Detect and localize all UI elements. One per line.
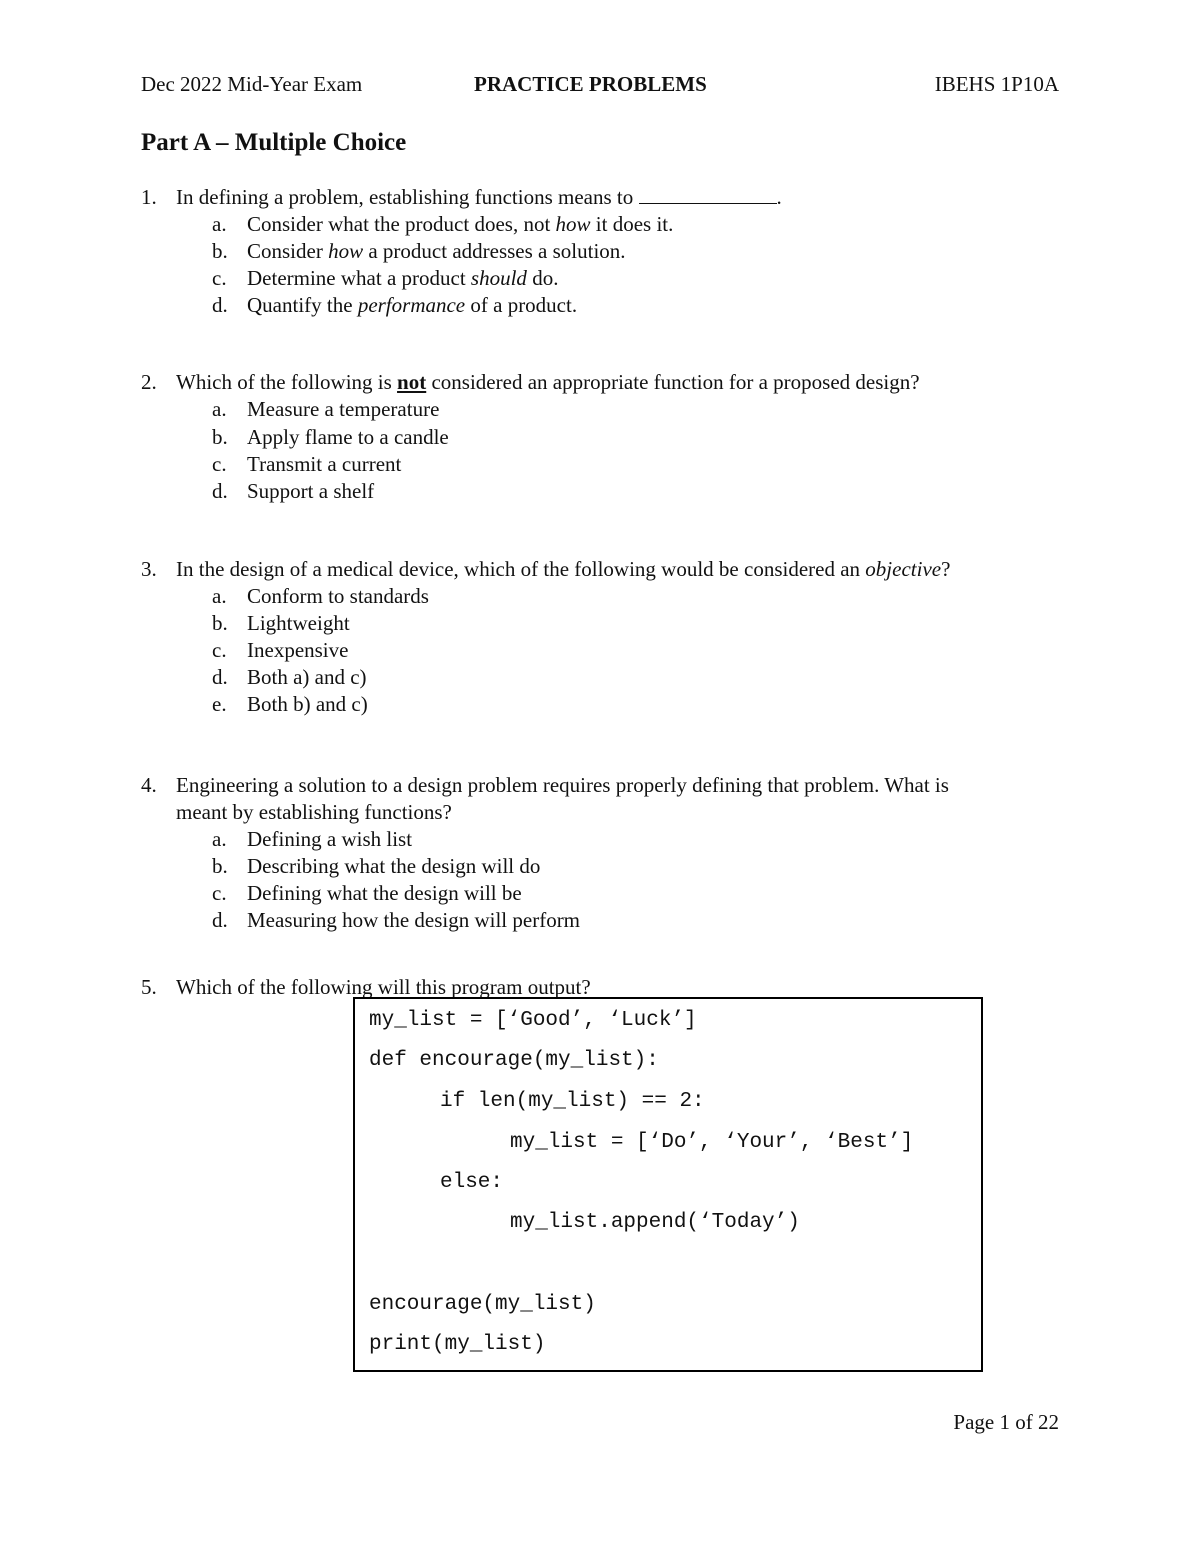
question-3-option-c: Inexpensive (247, 638, 349, 662)
code-box (353, 997, 983, 1372)
question-1-option-b-letter: b. (212, 239, 228, 263)
question-4-option-c: Defining what the design will be (247, 881, 522, 905)
question-4-text-line1: Engineering a solution to a design problem requires properly defining that problem. What is (176, 773, 949, 797)
question-4-text-line2: meant by establishing functions? (176, 800, 452, 824)
header-course-code: IBEHS 1P10A (934, 72, 1059, 96)
header-course-exam: Dec 2022 Mid-Year Exam (141, 72, 363, 96)
question-4-option-d: Measuring how the design will perform (247, 908, 581, 932)
question-1-number: 1. (141, 185, 157, 209)
question-4-option-a: Defining a wish list (247, 827, 413, 851)
question-1-option-c: Determine what a product should do. (247, 266, 559, 290)
answer-blank (639, 185, 777, 204)
question-4-option-c-letter: c. (212, 881, 227, 905)
question-3-option-a-letter: a. (212, 584, 227, 608)
code-line-1: my_list = [‘Good’, ‘Luck’] (369, 1009, 697, 1032)
question-4-option-b: Describing what the design will do (247, 854, 541, 878)
question-3-number: 3. (141, 557, 157, 581)
question-4-option-a-letter: a. (212, 827, 227, 851)
question-2-option-a: Measure a temperature (247, 397, 440, 421)
section-title: Part A – Multiple Choice (141, 129, 407, 156)
question-4-option-b-letter: b. (212, 854, 228, 878)
question-1-option-a-letter: a. (212, 212, 227, 236)
question-1-text: In defining a problem, establishing functions means to . (176, 185, 782, 209)
question-2-option-c: Transmit a current (247, 452, 402, 476)
question-4-option-d-letter: d. (212, 908, 228, 932)
page-number: Page 1 of 22 (953, 1410, 1059, 1434)
question-1-option-d-letter: d. (212, 293, 228, 317)
code-line-6: my_list.append(‘Today’) (510, 1211, 800, 1234)
question-2-text: Which of the following is not considered an appropriate function for a proposed design? (176, 370, 920, 394)
question-3-option-e-letter: e. (212, 692, 227, 716)
code-line-3: if len(my_list) == 2: (440, 1090, 705, 1113)
code-line-5: else: (440, 1171, 504, 1194)
question-1-option-a: Consider what the product does, not how it does it. (247, 212, 674, 236)
code-line-7: encourage(my_list) (369, 1293, 596, 1316)
question-3-option-b: Lightweight (247, 611, 350, 635)
question-2-option-d: Support a shelf (247, 479, 375, 503)
question-3-text: In the design of a medical device, which of the following would be considered an objective? (176, 557, 951, 581)
question-3-option-e: Both b) and c) (247, 692, 368, 716)
code-line-2: def encourage(my_list): (369, 1049, 659, 1072)
question-4-number: 4. (141, 773, 157, 797)
code-line-4: my_list = [‘Do’, ‘Your’, ‘Best’] (510, 1131, 914, 1154)
question-5-text: Which of the following will this program output? (176, 975, 591, 999)
question-2-option-a-letter: a. (212, 397, 227, 421)
question-1-option-b: Consider how a product addresses a solution. (247, 239, 626, 263)
question-3-option-d-letter: d. (212, 665, 228, 689)
question-2-option-b-letter: b. (212, 425, 228, 449)
question-2-option-d-letter: d. (212, 479, 228, 503)
question-3-option-c-letter: c. (212, 638, 227, 662)
question-1-option-c-letter: c. (212, 266, 227, 290)
code-line-8: print(my_list) (369, 1333, 546, 1356)
question-5-number: 5. (141, 975, 157, 999)
header-title: PRACTICE PROBLEMS (474, 72, 707, 96)
question-3-option-b-letter: b. (212, 611, 228, 635)
question-1-option-d: Quantify the performance of a product. (247, 293, 578, 317)
question-2-option-b: Apply flame to a candle (247, 425, 449, 449)
question-2-number: 2. (141, 370, 157, 394)
question-2-option-c-letter: c. (212, 452, 227, 476)
question-3-option-a: Conform to standards (247, 584, 429, 608)
question-3-option-d: Both a) and c) (247, 665, 367, 689)
